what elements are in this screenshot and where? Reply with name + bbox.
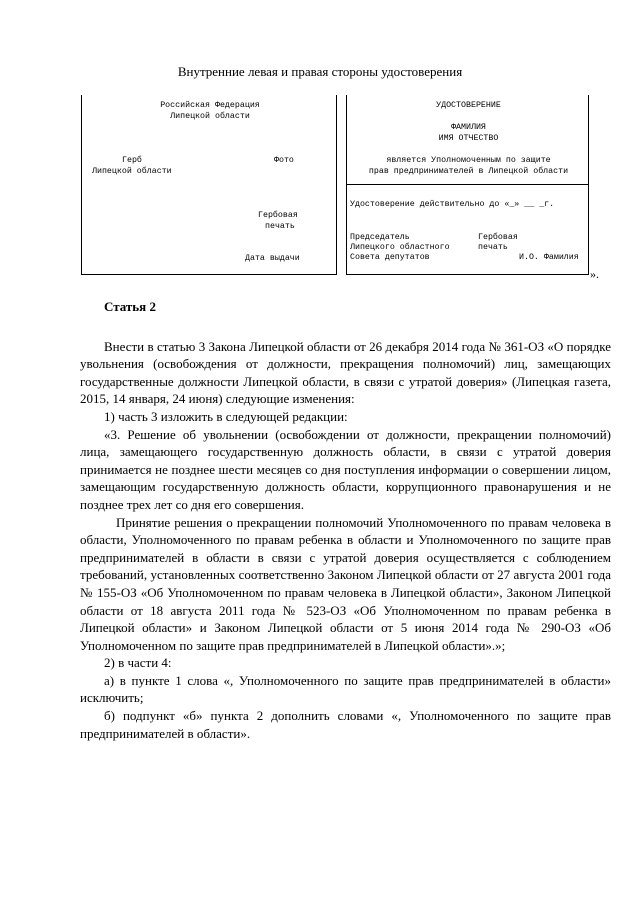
signature-name: И.О. Фамилия bbox=[519, 253, 579, 262]
article-paragraph: Принятие решения о прекращении полномочий Уполномоченного по правам человека в области, Уполномоченного по правам ребенка в области и Уполномоченного по защите прав предпринимателей в области в связи с утратой доверия осуществляется с соблюдением требований, установленных соответственно Законом Липецкой области от 27 августа 2001 года № 155-ОЗ «Об Уполномоченном по правам человека в Липецкой области», Законом Липецкой области от 18 августа 2011 года № 523-ОЗ «Об Уполномоченном по правам ребенка в Липецкой области» и Законом Липецкой области от 5 июня 2014 года № 290-ОЗ «Об Уполномоченном по защите прав предпринимателей в Липецкой области».»; bbox=[80, 514, 611, 653]
article-paragraph: а) в пункте 1 слова «, Уполномоченного по защите прав предпринимателей в области» исключить; bbox=[80, 672, 611, 706]
photo-placeholder: Фото bbox=[274, 156, 294, 165]
country-label: Российская Федерация bbox=[160, 101, 260, 110]
emblem-label: Герб bbox=[122, 156, 142, 165]
certificate-right-side bbox=[346, 95, 589, 275]
article-paragraph: Внести в статью 3 Закона Липецкой области от 26 декабря 2014 года № 361-ОЗ «О порядке увольнения (освобождения от должности, прекращения полномочий) лиц, замещающих государственные должности Липецкой области, в связи с утратой доверия» (Липецкая газета, 2015, 14 января, 24 июня) следующие изменения: bbox=[80, 338, 611, 407]
card-divider bbox=[347, 184, 588, 185]
article-paragraph: «3. Решение об увольнении (освобождении от должности, прекращении полномочий) лица, замещающего государственную должность области, в связи с утратой доверия принимается не позднее шести месяцев со дня поступления информации о совершении лицом, замещающим государственную должность области, коррупционного правонарушения и не позднее трех лет со дня его совершения. bbox=[80, 426, 611, 512]
surname-field: ФАМИЛИЯ bbox=[451, 123, 486, 132]
article-paragraph: 1) часть 3 изложить в следующей редакции: bbox=[104, 408, 348, 424]
article-heading: Статья 2 bbox=[104, 299, 156, 314]
chair-line-2: Липецкого областного bbox=[350, 243, 450, 252]
issue-date-label: Дата выдачи bbox=[245, 254, 300, 263]
name-patronymic-field: ИМЯ ОТЧЕСТВО bbox=[438, 134, 499, 143]
chair-line-1: Председатель bbox=[350, 233, 410, 242]
article-paragraph: б) подпункт «б» пункта 2 дополнить словами «, Уполномоченного по защите прав предпринимателей в области». bbox=[80, 708, 611, 741]
chair-line-3: Совета депутатов bbox=[350, 253, 430, 262]
seal-label: Гербовая bbox=[478, 233, 518, 242]
certificate-title: УДОСТОВЕРЕНИЕ bbox=[436, 101, 501, 110]
figure-caption: Внутренние левая и правая стороны удостоверения bbox=[177, 64, 463, 79]
region-label: Липецкой области bbox=[170, 112, 250, 121]
certificate-left-side bbox=[81, 95, 337, 275]
validity-line: Удостоверение действительно до «_» __ _г. bbox=[350, 200, 555, 209]
role-line-2: прав предпринимателей в Липецкой области bbox=[368, 167, 569, 176]
seal-label-2: печать bbox=[265, 222, 295, 231]
seal-label-2: печать bbox=[478, 243, 508, 252]
seal-label: Гербовая bbox=[258, 211, 298, 220]
emblem-region-label: Липецкой области bbox=[92, 167, 172, 176]
article-body bbox=[80, 298, 611, 742]
role-line-1: является Уполномоченным по защите bbox=[386, 156, 551, 165]
closing-quote: ». bbox=[590, 267, 599, 281]
article-paragraph: 2) в части 4: bbox=[104, 655, 172, 671]
